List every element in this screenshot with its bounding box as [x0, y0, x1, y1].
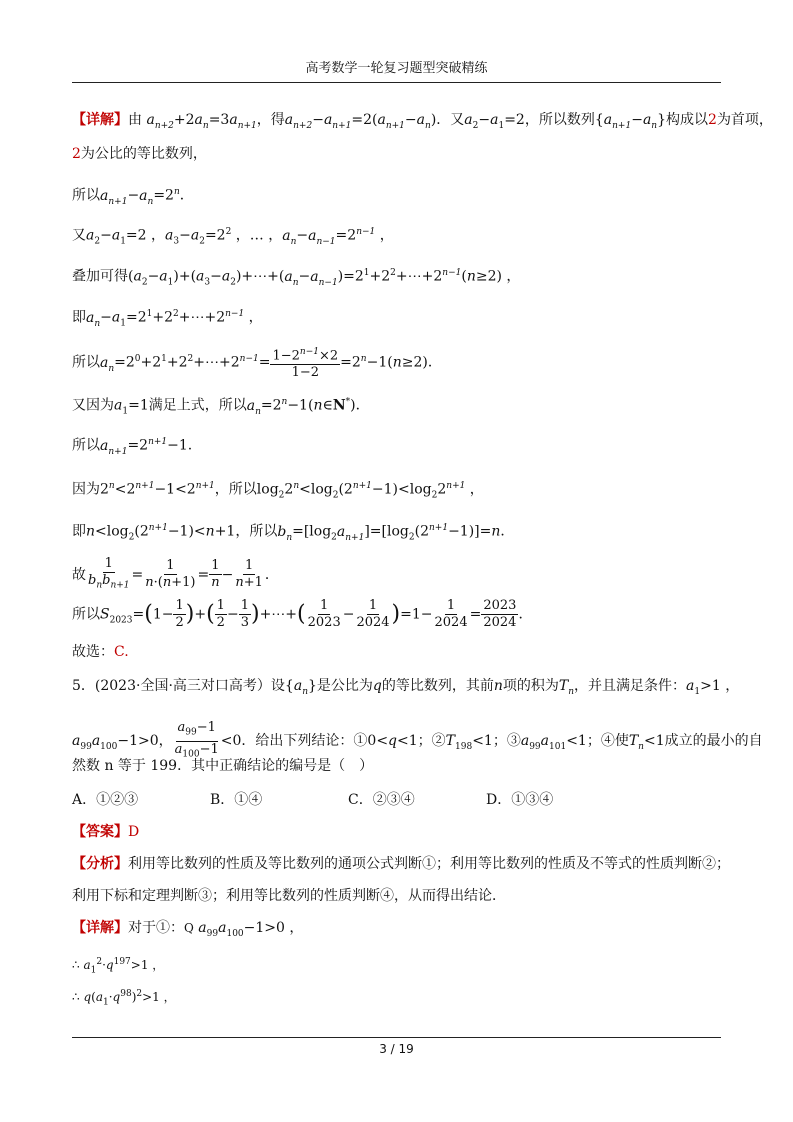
option-c: C．②③④: [348, 792, 415, 808]
line-1: 【详解】由 $a_{n+2}+2a_n=3a_{n+1}$，得$a_{n+2}-a_{n+1}=2(a_{n+1}-a_n)$．又$a_2-a_1=2$，所以数列$\{a_{n+1}-a_n\}$构成以2为首项，: [72, 112, 773, 131]
text: 成立的最小的自: [664, 733, 763, 750]
choice-value: C.: [114, 644, 129, 660]
line-10: 因为$2^n<2^{n+1}-1<2^{n+1}$，所以$\log_22^n<\log_2(2^{n+1}-1)<\log_22^{n+1}$ ，: [72, 481, 484, 501]
text: ，得: [256, 112, 285, 128]
text: 故: [72, 566, 86, 583]
text: ，: [158, 733, 173, 750]
line-6: 即$a_n-a_1=2^1+2^2+\cdots+2^{n-1}$ ，: [72, 309, 263, 329]
line-11: 即$n<\log_2(2^{n+1}-1)<n+1$，所以$b_n=[\log_2a_{n+1}]=[\log_2(2^{n+1}-1)]=n$．: [72, 523, 515, 543]
text: 满足上式，所以: [148, 397, 247, 414]
options: [72, 790, 624, 810]
answer-label: 【答案】: [72, 824, 128, 840]
text: 5．(2023·全国·高三对口高考）设: [72, 678, 285, 694]
text: 因为: [72, 481, 100, 498]
line-5: 叠加可得$(a_2-a_1)+(a_3-a_2)+\cdots+(a_n-a_{n-1})=2^1+2^2+\cdots+2^{n-1}(n\ge 2)$ ，: [72, 268, 521, 288]
line-3: 所以$a_{n+1}-a_n=2^n$．: [72, 187, 194, 207]
text: 由: [128, 112, 142, 128]
text: 即: [72, 309, 86, 326]
text: 又因为: [72, 397, 114, 414]
line-14: [72, 642, 129, 662]
question-5-line-1: 5．(2023·全国·高三对口高考）设$\{a_n\}$是公比为q的等比数列，其前n项的积为$T_n$，并且满足条件：$a_1>1$ ，: [72, 678, 740, 697]
detail-label-2: 【详解】: [72, 920, 128, 936]
text: ，所以: [235, 523, 278, 540]
text: ；③: [492, 733, 521, 750]
page-footer: [72, 1037, 721, 1056]
line-9: 所以$a_{n+1}=2^{n+1}-1$.: [72, 437, 193, 457]
text: 然数 n 等于 199．其中正确结论的编号是（ ）: [72, 758, 374, 774]
text: ∴: [72, 990, 84, 1004]
text: ．又: [436, 112, 465, 128]
analysis-line-1: [72, 854, 730, 874]
detail-line-2: ∴ $a_1^2\cdot q^{197}>1$ ，: [72, 957, 165, 976]
text: ．给出下列结论：①: [241, 733, 368, 750]
text: ；②: [417, 733, 446, 750]
text: 为首项，: [716, 112, 773, 128]
text: 构成以: [666, 112, 709, 128]
line-13: 所以$S_{2023}=(1-$ $\frac{1}{2}$ )+( $\frac{1}{2}$ − $\frac{1}{3}$ )+⋯+( $\frac{1}{2023}$ − $\frac{1}{2024}$ )=1− $\frac{1}{2024}$ = $\frac{2023}{2024}$ ．: [72, 598, 533, 630]
analysis-line-2: [72, 886, 506, 906]
question-5-line-2: $a_{99}a_{100}-1>0$， $\frac{a_{99}-1}{a_{100}-1}$ <0．给出下列结论：①0<q<1；$②T_{198}<1$；$③a_{99}a_{101}<1$；④使$T_n<1$成立的最小的自: [72, 720, 763, 760]
text: ；④使: [586, 733, 629, 750]
text: ，所以: [214, 481, 257, 498]
question-5-line-3: [72, 756, 373, 776]
text: 2: [708, 112, 717, 128]
option-d: D．①③④: [486, 792, 554, 808]
text: 对于①：: [128, 920, 184, 936]
answer-line: [72, 822, 139, 842]
text: 2: [72, 146, 81, 162]
detail-line-1: 【详解】对于①：Q $a_{99}a_{100}-1>0$ ，: [72, 920, 304, 939]
answer-value: D: [128, 824, 140, 840]
option-b: B．①④: [210, 792, 263, 808]
text: 是公比为: [316, 678, 373, 694]
text: ∴: [72, 958, 84, 972]
text: 利用等比数列的性质及等比数列的通项公式判断①；利用等比数列的性质及不等式的性质判断②；: [128, 856, 730, 872]
option-a: A．①②③: [72, 792, 139, 808]
page-number: 3 / 19: [379, 1042, 414, 1056]
text: 所以: [72, 354, 100, 371]
text: 故选：: [72, 644, 114, 660]
line-12: 故 $\frac{1}{b_nb_{n+1}}$ = $\frac{1}{n\cdot(n+1)}$ = $\frac{1}{n}$ − $\frac{1}{n+1}$ ．: [72, 556, 279, 591]
line-4: 又$a_2-a_1=2$ ，$a_3-a_2=2^2$ ，… ，$a_n-a_{n-1}=2^{n-1}$ ，: [72, 227, 394, 247]
text: 叠加可得: [72, 268, 128, 285]
line-7: 所以$a_n=2^0+2^1+2^2+\cdots+2^{n-1}=$ $\frac{1-2^{n-1}\times 2}{1-2}$ $=2^n-1(n\ge 2)$．: [72, 344, 442, 381]
text: 所以: [72, 437, 100, 454]
text: 又: [72, 227, 86, 244]
text: 所以: [72, 606, 100, 623]
text: 的等比数列，其前: [381, 678, 494, 694]
header-title: 高考数学一轮复习题型突破精练: [305, 61, 488, 76]
page-header: [72, 58, 721, 83]
text: 所以: [72, 187, 100, 204]
text: 为公比的等比数列，: [80, 146, 207, 162]
text: ，并且满足条件：: [574, 678, 687, 694]
detail-line-3: ∴ $q(a_1\cdot q^{98})^2>1$ ，: [72, 989, 176, 1008]
line-8: 又因为$a_1=1$满足上式，所以$a_n=2^n-1(n\in N^*)$．: [72, 397, 370, 417]
text: 利用下标和定理判断③；利用等比数列的性质判断④，从而得出结论．: [72, 888, 506, 904]
analysis-label: 【分析】: [72, 856, 128, 872]
line-2: [72, 144, 207, 164]
text: ，所以数列: [524, 112, 595, 128]
detail-label: 【详解】: [72, 112, 128, 128]
text: 即: [72, 523, 86, 540]
text: 项的积为: [502, 678, 559, 694]
